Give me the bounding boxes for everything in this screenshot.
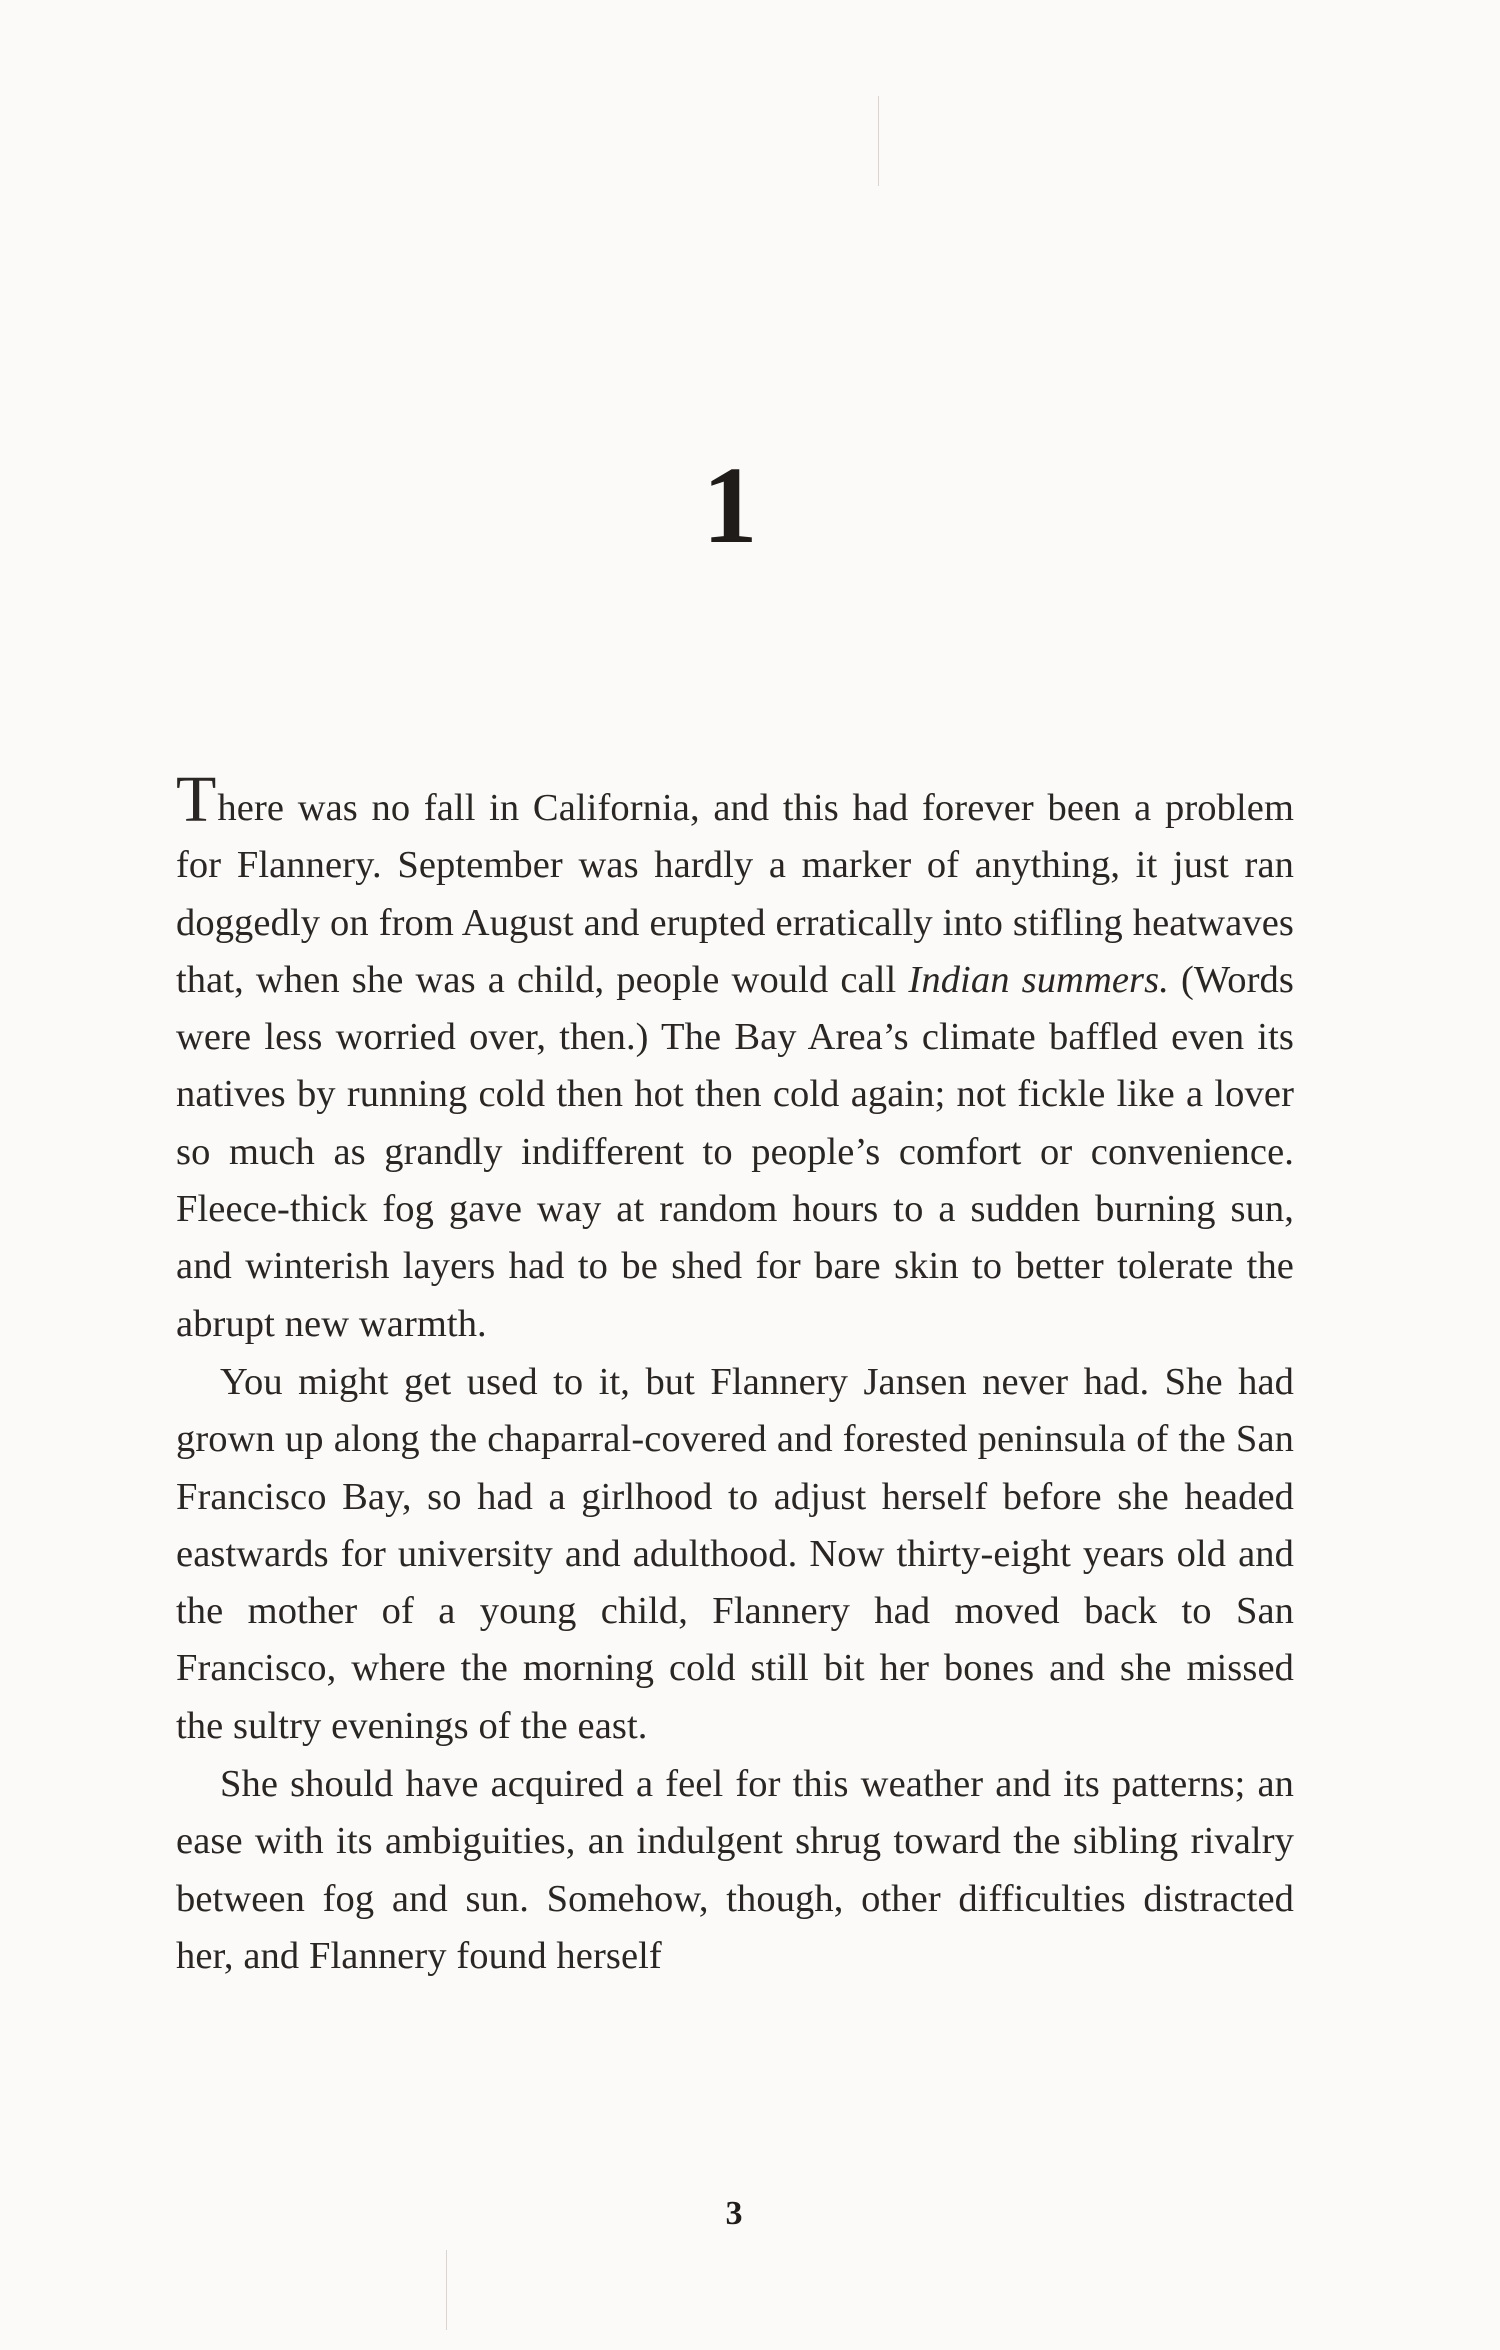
page-number: 3 [725,2195,743,2232]
drop-cap: T [176,763,217,836]
chapter-number: 1 [702,444,758,566]
paragraph-1 [176,763,1294,1353]
scan-artifact-top [878,96,879,186]
paragraph-3: She should have acquired a feel for this weather and its patterns; an ease with its ambiguities, an indulgent shrug toward the sibling rivalry between fog and sun. Somehow, though, other difficulties distracted her, and Flannery found herself [176,1763,1294,1977]
chapter-body [176,763,1294,1985]
paragraph-2: You might get used to it, but Flannery Jansen never had. She had grown up along the chaparral-covered and forested peninsula of the San Francisco Bay, so had a girlhood to adjust herself before she headed eastwards for university and adulthood. Now thirty-eight years old and the mother of a young child, Flannery had moved back to San Francisco, where the morning cold still bit her bones and she missed the sultry evenings of the east. [176,1360,1294,1747]
scan-artifact-bottom [446,2250,447,2330]
paragraph-1-text-start: here was no fall in California, and this had forever been a problem for Flannery. September was hardly a marker of anything, it just ran doggedly on from August and erupted erratically into stifling heatwaves that, when she was a child, people would call [176,787,1294,1001]
paragraph-1-text-end: (Words were less worried over, then.) The Bay Area’s climate baffled even its natives by running cold then hot then cold again; not fickle like a lover so much as grandly indifferent to people’s comfort or convenience. Fleece-thick fog gave way at random hours to a sudden burning sun, and winterish layers had to be shed for bare skin to better tolerate the abrupt new warmth. [176,958,1294,1345]
italic-phrase: Indian summers. [908,958,1169,1001]
